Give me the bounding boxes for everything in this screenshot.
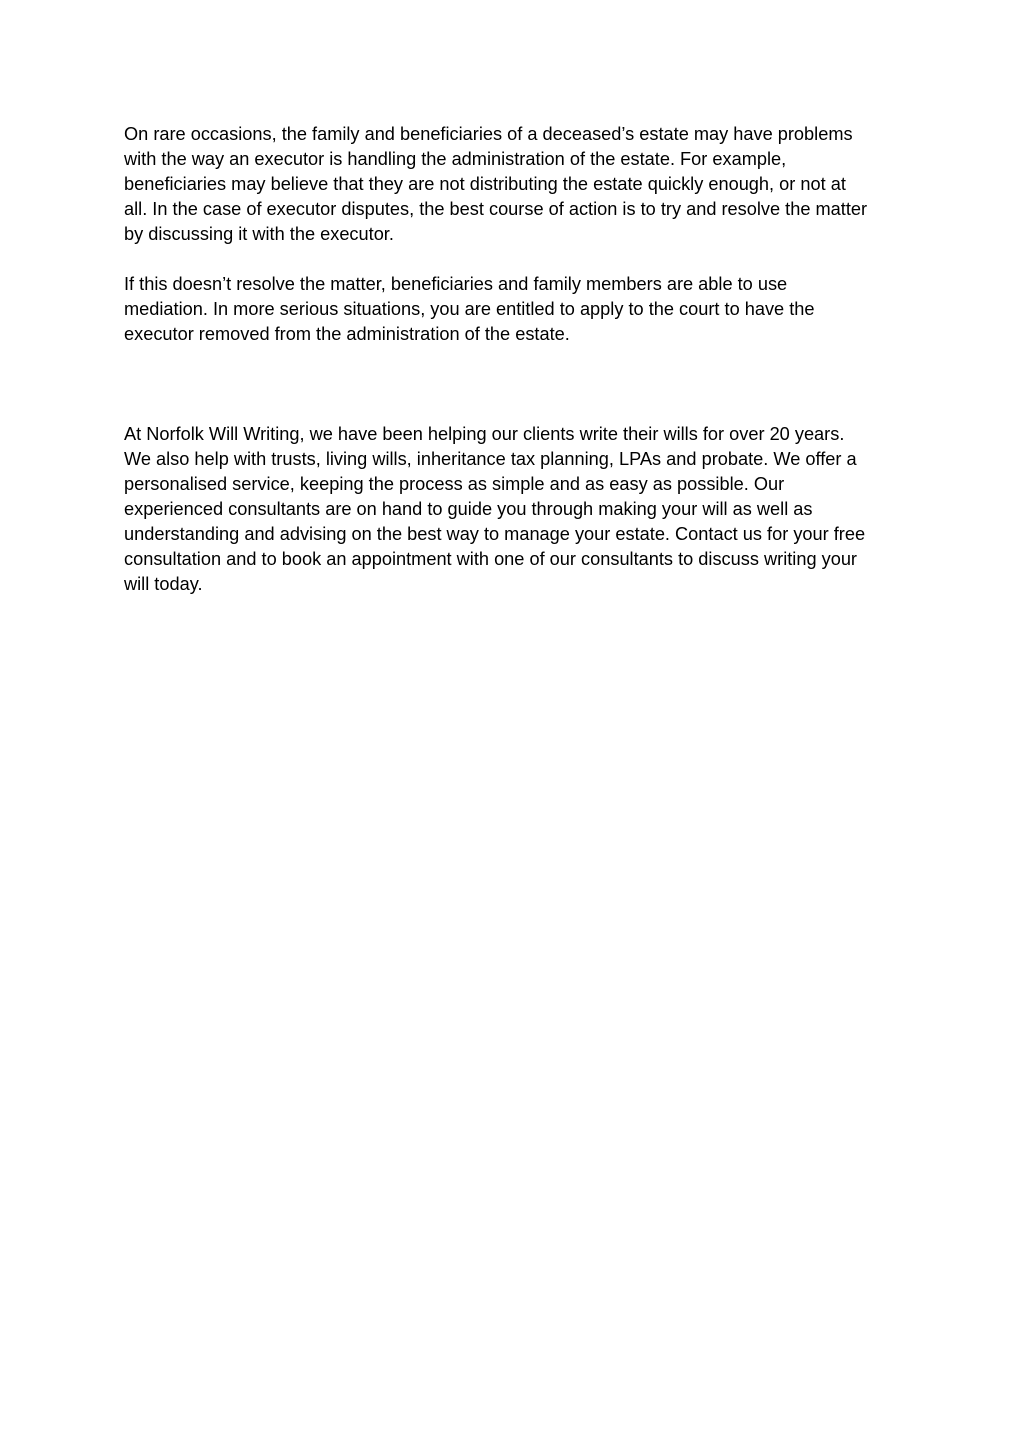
paragraph-about-company: At Norfolk Will Writing, we have been helping our clients write their wills for over 20 years. We also help with trusts, living wills, inheritance tax planning, LPAs and probate. We offer a personalised service, keeping the process as simple and as easy as possible. Our experienced consultants are on hand to guide you through making your will as well as understanding and advising on the best way to manage your estate. Contact us for your free consultation and to book an appointment with one of our consultants to discuss writing your will today. — [124, 424, 866, 594]
paragraph-spacer — [124, 247, 900, 272]
section-spacer — [124, 347, 900, 422]
paragraph-executor-disputes: On rare occasions, the family and beneficiaries of a deceased’s estate may have problems with the way an executor is handling the administration of the estate. For example, beneficiaries may believe that they are not distributing the estate quickly enough, or not at all. In the case of executor disputes, the best course of action is to try and resolve the matter by discussing it with the executor. — [124, 124, 868, 244]
document-body — [124, 122, 900, 597]
paragraph-mediation: If this doesn’t resolve the matter, beneficiaries and family members are able to use mediation. In more serious situations, you are entitled to apply to the court to have the executor removed from the administration of the estate. — [124, 274, 815, 344]
